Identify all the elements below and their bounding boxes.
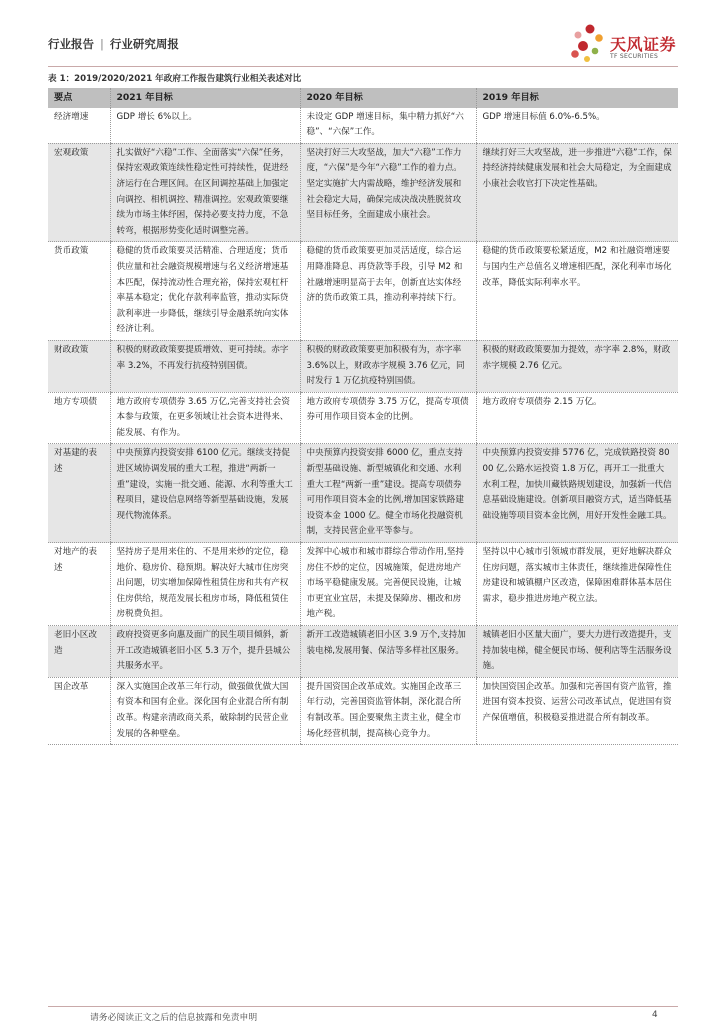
- cell-2021: 地方政府专项债券 3.65 万亿,完善支持社会资本参与政策，在更多领域让社会资本进得来、能发展、有作为。: [110, 392, 300, 444]
- row-point: 对基建的表述: [48, 444, 110, 543]
- header-divider: [48, 66, 678, 67]
- cell-2020: 未设定 GDP 增速目标，集中精力抓好“六稳”、“六保”工作。: [300, 108, 476, 144]
- cell-2020: 提升国资国企改革成效。实施国企改革三年行动，完善国资监管体制，深化混合所有制改革。国企要聚焦主责主业，健全市场化经营机制，提高核心竞争力。: [300, 677, 476, 744]
- cell-2020: 中央预算内投资安排 6000 亿，重点支持新型基础设施、新型城镇化和交通、水利重大工程“两新一重”建设。提高专项债券可用作项目资本金的比例,增加国家铁路建设资本金 1000 亿。健全市场化投融资机制，支持民营企业平等参与。: [300, 444, 476, 543]
- table-row: [48, 143, 678, 242]
- table-row: [48, 242, 678, 341]
- logo-mark-icon: [566, 22, 606, 66]
- table-row: [48, 108, 678, 144]
- row-point: 地方专项债: [48, 392, 110, 444]
- cell-2021: 稳健的货币政策要灵活精准、合理适度；货币供应量和社会融资规模增速与名义经济增速基本匹配，保持流动性合理充裕，保持宏观杠杆率基本稳定；优化存款利率监管，推动实际贷款利率进一步降低，继续引导金融系统向实体经济让利。: [110, 242, 300, 341]
- table-row: [48, 677, 678, 744]
- row-point: 国企改革: [48, 677, 110, 744]
- column-header-2021: 2021 年目标: [110, 88, 300, 108]
- cell-2020: 地方政府专项债券 3.75 万亿，提高专项债券可用作项目资本金的比例。: [300, 392, 476, 444]
- cell-2021: 积极的财政政策要提质增效、更可持续。赤字率 3.2%，不再发行抗疫特别国债。: [110, 340, 300, 392]
- cell-2019: 坚持以中心城市引领城市群发展，更好地解决群众住房问题，落实城市主体责任，继续推进保障性住房建设和城镇棚户区改造，保障困难群体基本居住需求，稳步推进房地产税立法。: [476, 543, 678, 626]
- row-point: 经济增速: [48, 108, 110, 144]
- logo-text: 天风证券: [610, 35, 677, 54]
- footer-divider: [48, 1006, 678, 1007]
- policy-comparison-table: [48, 88, 678, 745]
- cell-2019: 地方政府专项债券 2.15 万亿。: [476, 392, 678, 444]
- cell-2019: 中央预算内投资安排 5776 亿，完成铁路投资 8000 亿,公路水运投资 1.8 万亿，再开工一批重大水利工程，加快川藏铁路规划建设，加强新一代信息基础设施建设。创新项目融资方式，适当降低基础设施等项目资本金比例，用好开发性金融工具。: [476, 444, 678, 543]
- header-separator: |: [100, 37, 104, 51]
- header-category: 行业报告: [48, 37, 94, 51]
- table-header-row: [48, 88, 678, 108]
- page-number: 4: [652, 1010, 658, 1020]
- cell-2020: 积极的财政政策要更加积极有为，赤字率 3.6%以上，财政赤字规模 3.76 亿元，同时发行 1 万亿抗疫特别国债。: [300, 340, 476, 392]
- header-subcategory: 行业研究周报: [109, 37, 179, 51]
- cell-2019: 加快国资国企改革。加强和完善国有资产监管，推进国有资本投资、运营公司改革试点，促进国有资产保值增值，积极稳妥推进混合所有制改革。: [476, 677, 678, 744]
- cell-2021: 坚持房子是用来住的、不是用来炒的定位，稳地价、稳房价、稳预期。解决好大城市住房突出问题，切实增加保障性租赁住房和共有产权住房供给，规范发展长租房市场，降低租赁住房税费负担。: [110, 543, 300, 626]
- cell-2019: 城镇老旧小区量大面广，要大力进行改造提升，支持加装电梯，健全便民市场、便利店等生活服务设施。: [476, 626, 678, 678]
- cell-2019: 继续打好三大攻坚战，进一步推进“六稳”工作，保持经济持续健康发展和社会大局稳定，为全面建成小康社会收官打下决定性基础。: [476, 143, 678, 242]
- cell-2021: 中央预算内投资安排 6100 亿元。继续支持促进区域协调发展的重大工程，推进“两新一重”建设，实施一批交通、能源、水利等重大工程项目，建设信息网络等新型基础设施，发展现代物流体系。: [110, 444, 300, 543]
- cell-2020: 发挥中心城市和城市群综合带动作用,坚持房住不炒的定位，因城施策，促进房地产市场平稳健康发展。完善便民设施，让城市更宜业宜居，未提及保障房、棚改和房地产税。: [300, 543, 476, 626]
- cell-2020: 新开工改造城镇老旧小区 3.9 万个,支持加装电梯,发展用餐、保洁等多样社区服务。: [300, 626, 476, 678]
- cell-2019: 积极的财政政策要加力提效，赤字率 2.8%，财政赤字规模 2.76 亿元。: [476, 340, 678, 392]
- column-header-2020: 2020 年目标: [300, 88, 476, 108]
- cell-2021: 深入实施国企改革三年行动，做强做优做大国有资本和国有企业。深化国有企业混合所有制改革。构建亲清政商关系，破除制约民营企业发展的各种壁垒。: [110, 677, 300, 744]
- table-row: [48, 444, 678, 543]
- table-row: [48, 543, 678, 626]
- company-logo: [566, 22, 686, 68]
- cell-2021: 政府投资更多向惠及面广的民生项目倾斜，新开工改造城镇老旧小区 5.3 万个，提升县城公共服务水平。: [110, 626, 300, 678]
- report-header: [48, 36, 179, 52]
- logo-subtext: TF SECURITIES: [610, 53, 659, 60]
- cell-2021: 扎实做好“六稳”工作、全面落实“六保”任务，保持宏观政策连续性稳定性可持续性，促进经济运行在合理区间。在区间调控基础上加强定向调控、相机调控、精准调控。宏观政策要继续为市场主体纾困，保持必要支持力度，不急转弯，根据形势变化适时调整完善。: [110, 143, 300, 242]
- cell-2019: GDP 增速目标值 6.0%-6.5%。: [476, 108, 678, 144]
- row-point: 宏观政策: [48, 143, 110, 242]
- row-point: 老旧小区改造: [48, 626, 110, 678]
- cell-2021: GDP 增长 6%以上。: [110, 108, 300, 144]
- disclaimer-link[interactable]: 请务必阅读正文之后的信息披露和免责申明: [90, 1013, 258, 1023]
- column-header-point: 要点: [48, 88, 110, 108]
- column-header-2019: 2019 年目标: [476, 88, 678, 108]
- cell-2020: 稳健的货币政策要更加灵活适度，综合运用降准降息、再贷款等手段，引导 M2 和社融增速明显高于去年，创新直达实体经济的货币政策工具，推动利率持续下行。: [300, 242, 476, 341]
- row-point: 财政政策: [48, 340, 110, 392]
- row-point: 货币政策: [48, 242, 110, 341]
- cell-2019: 稳健的货币政策要松紧适度，M2 和社融资增速要与国内生产总值名义增速相匹配，深化利率市场化改革，降低实际利率水平。: [476, 242, 678, 341]
- cell-2020: 坚决打好三大攻坚战，加大“六稳”工作力度，“六保”是今年“六稳”工作的着力点。坚定实施扩大内需战略，维护经济发展和社会稳定大局，确保完成决战决胜脱贫攻坚目标任务，全面建成小康社会。: [300, 143, 476, 242]
- table-row: [48, 626, 678, 678]
- table-row: [48, 340, 678, 392]
- row-point: 对地产的表述: [48, 543, 110, 626]
- table-row: [48, 392, 678, 444]
- table-caption: 表 1：2019/2020/2021 年政府工作报告建筑行业相关表述对比: [48, 74, 302, 84]
